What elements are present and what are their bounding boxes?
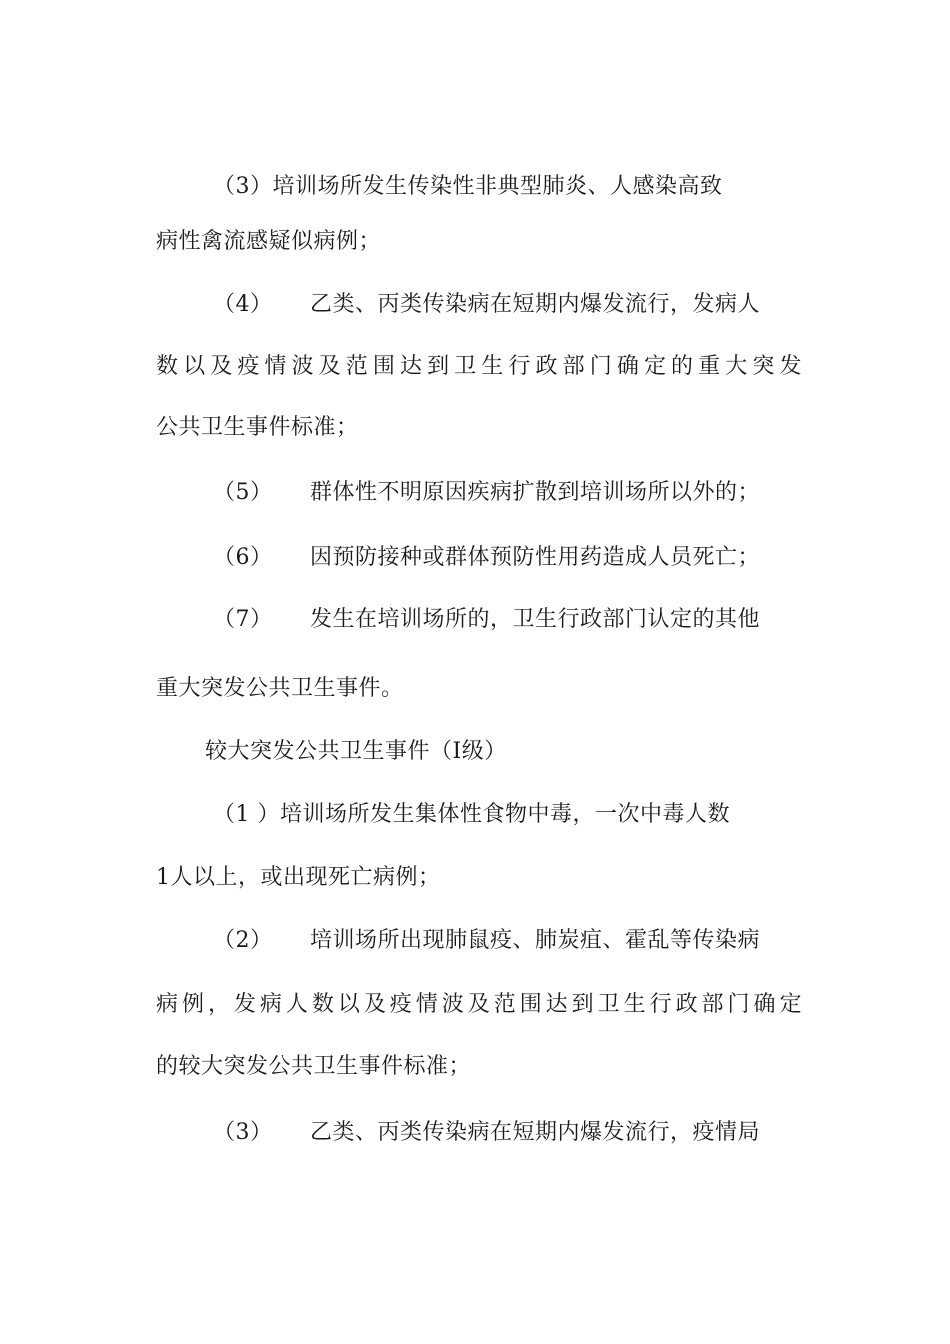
- text-line: 1人以上，或出现死亡病例；: [156, 865, 441, 890]
- text-line: 病性禽流感疑似病例；: [156, 229, 382, 254]
- text-line: （3）培训场所发生传染性非典型肺炎、人感染高致: [213, 174, 723, 199]
- list-marker: （4）: [213, 292, 273, 317]
- text-line: 重大突发公共卫生事件。: [156, 676, 404, 701]
- text-line: 因预防接种或群体预防性用药造成人员死亡；: [310, 545, 761, 570]
- text-line: 培训场所出现肺鼠疫、肺炭疽、霍乱等传染病: [310, 928, 761, 953]
- text-line: 群体性不明原因疾病扩散到培训场所以外的；: [310, 480, 761, 505]
- text-line: （1 ）培训场所发生集体性食物中毒，一次中毒人数: [213, 802, 730, 827]
- text-line: 的较大突发公共卫生事件标准；: [156, 1054, 472, 1079]
- text-line: 乙类、丙类传染病在短期内爆发流行，疫情局: [310, 1120, 761, 1145]
- section-heading: 较大突发公共卫生事件（Ⅰ级）: [205, 739, 507, 764]
- list-marker: （3）: [213, 1120, 273, 1145]
- text-line: 数以及疫情波及范围达到卫生行政部门确定的重大突发: [156, 354, 802, 379]
- text-line: 发生在培训场所的，卫生行政部门认定的其他: [310, 607, 761, 632]
- text-line: 公共卫生事件标准；: [156, 415, 359, 440]
- list-marker: （5）: [213, 480, 273, 505]
- list-marker: （2）: [213, 928, 273, 953]
- list-marker: （6）: [213, 545, 273, 570]
- list-marker: （7）: [213, 607, 273, 632]
- text-line: 病例，发病人数以及疫情波及范围达到卫生行政部门确定: [156, 992, 802, 1017]
- text-line: 乙类、丙类传染病在短期内爆发流行，发病人: [310, 292, 761, 317]
